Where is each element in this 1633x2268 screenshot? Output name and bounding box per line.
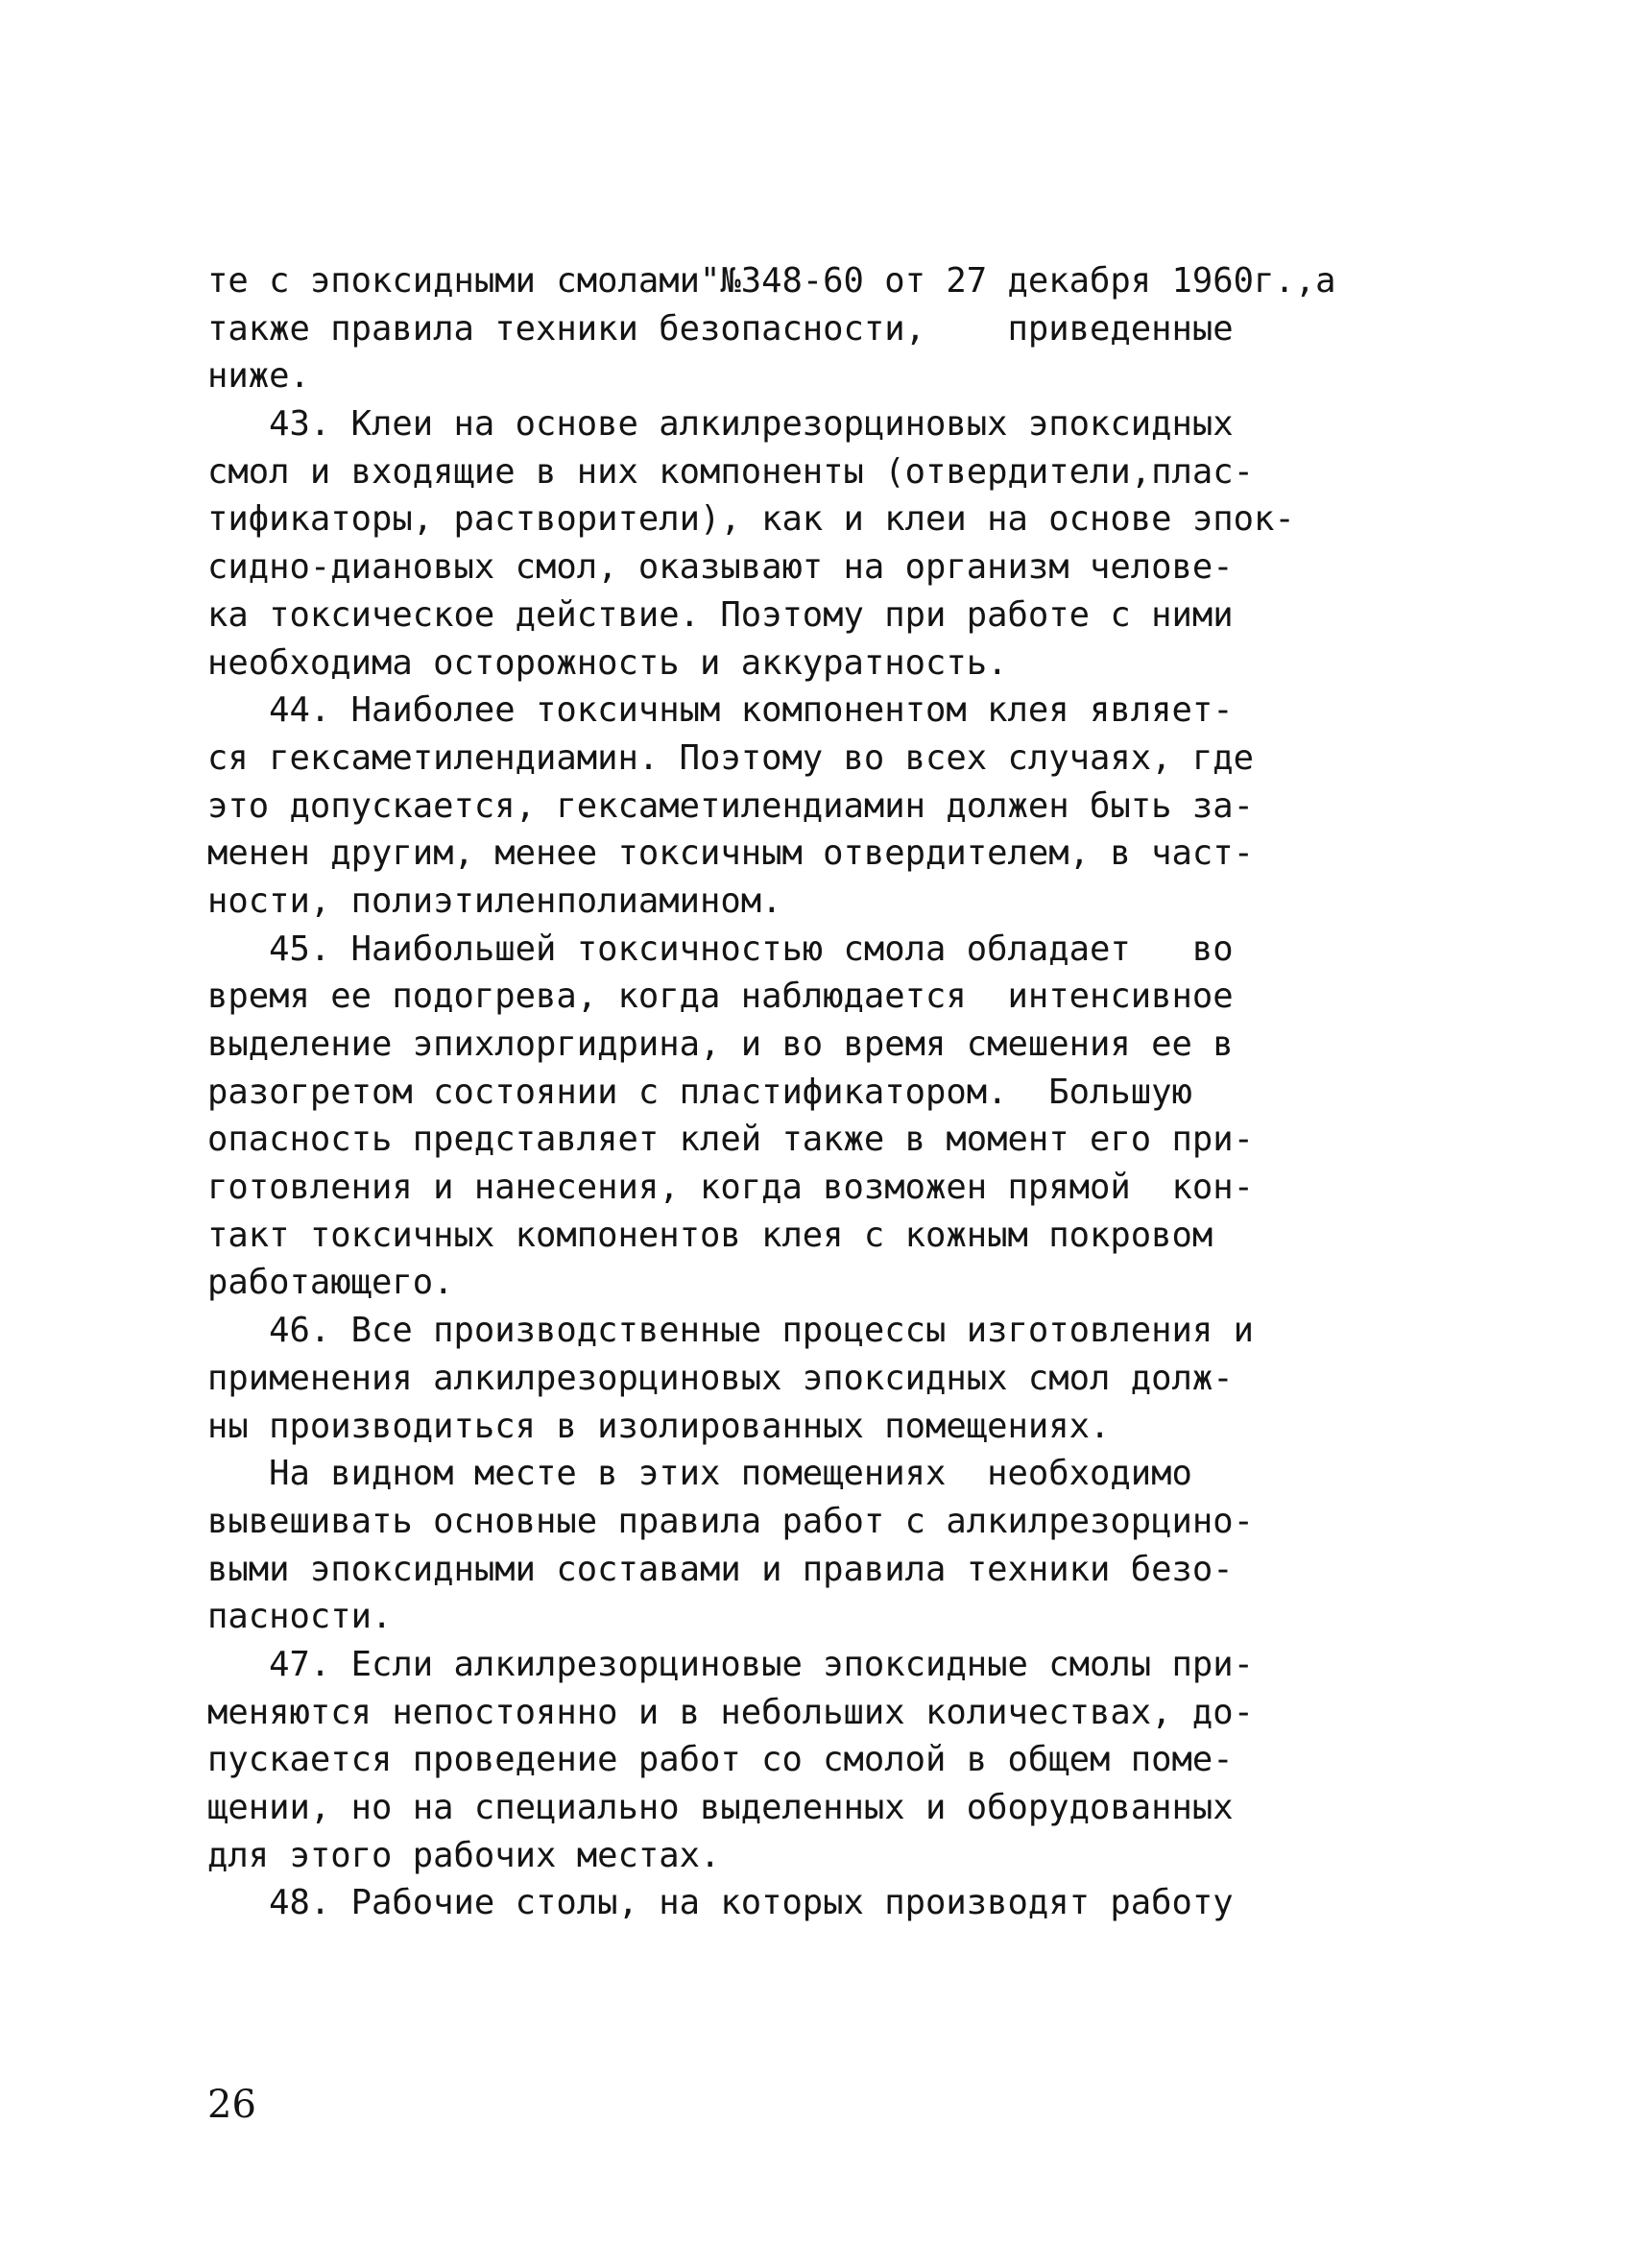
text-line: опасность представляет клей также в момент его при- [207,1120,1255,1160]
text-line: работающего. [207,1263,454,1303]
text-line: выделение эпихлоргидрина, и во время смешения ее в [207,1025,1234,1064]
text-line: также правила техники безопасности, приведенные [207,308,1234,349]
text-line: ся гексаметилендиамин. Поэтому во всех случаях, где [207,737,1255,778]
text-line: смол и входящие в них компоненты (отвердители,плас- [207,451,1255,492]
paragraph-43-line: 43. Клеи на основе алкилрезорциновых эпоксидных [207,404,1234,445]
text-line: выми эпоксидными составами и правила техники безо- [207,1549,1234,1589]
text-line: тификаторы, растворители), как и клеи на основе эпок- [207,499,1295,540]
text-line: ниже. [207,356,310,397]
text-line: вывешивать основные правила работ с алкилрезорцино- [207,1501,1255,1541]
paragraph-47-line: 47. Если алкилрезорциновые эпоксидные смолы при- [207,1644,1255,1684]
text-line: На видном месте в этих помещениях необходимо [207,1454,1192,1494]
text-line: для этого рабочих местах. [207,1835,721,1875]
text-line: готовления и нанесения, когда возможен прямой кон- [207,1168,1255,1208]
text-line: щении, но на специально выделенных и оборудованных [207,1788,1234,1827]
text-line: время ее подогрева, когда наблюдается интенсивное [207,977,1234,1017]
paragraph-45-line: 45. Наибольшей токсичностью смола обладает во [207,929,1234,969]
text-line: меняются непостоянно и в небольших количествах, до- [207,1692,1255,1732]
text-line: пасности. [207,1597,393,1637]
text-line: разогретом состоянии с пластификатором. Большую [207,1072,1192,1112]
text-line: ности, полиэтиленполиамином. [207,881,782,921]
paragraph-48-line: 48. Рабочие столы, на которых производят работу [207,1883,1234,1923]
text-line: пускается проведение работ со смолой в общем поме- [207,1740,1234,1780]
paragraph-46-line: 46. Все производственные процессы изготовления и [207,1311,1255,1351]
text-line: ны производиться в изолированных помещениях. [207,1406,1111,1446]
text-line: применения алкилрезорциновых эпоксидных смол долж- [207,1358,1234,1398]
text-line: те с эпоксидными смолами"№348-60 от 27 декабря 1960г.,а [207,261,1336,301]
body-text [207,257,1446,1927]
page-number: 26 [207,2083,256,2127]
text-line: сидно-диановых смол, оказывают на организм челове- [207,547,1234,588]
paragraph-44-line: 44. Наиболее токсичным компонентом клея являет- [207,690,1234,731]
text-line: необходима осторожность и аккуратность. [207,642,1008,683]
text-line: такт токсичных компонентов клея с кожным покровом [207,1215,1213,1255]
text-line: ка токсическое действие. Поэтому при работе с ними [207,594,1234,635]
text-line: это допускается, гексаметилендиамин должен быть за- [207,785,1255,826]
text-line: менен другим, менее токсичным отвердителем, в част- [207,833,1255,874]
